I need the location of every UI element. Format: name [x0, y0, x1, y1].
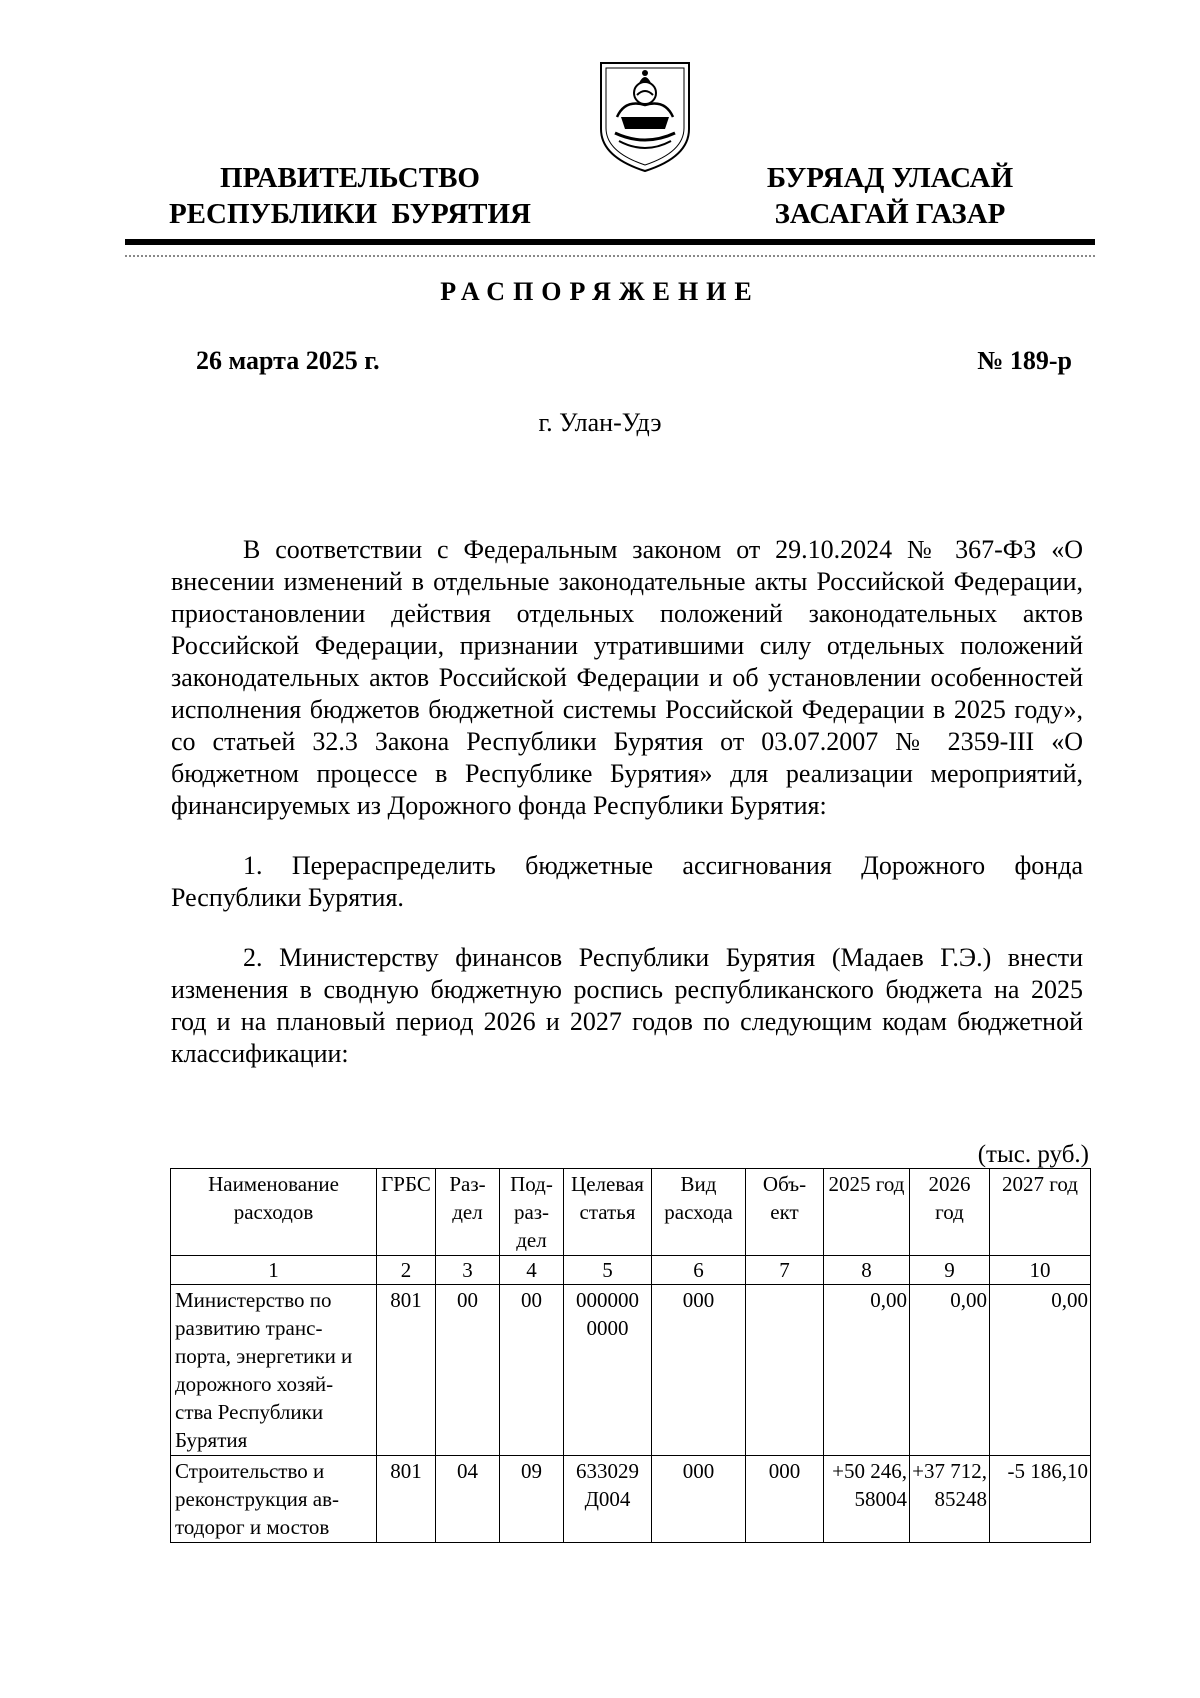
table-cell: +37 712, 85248 — [910, 1456, 990, 1543]
column-number: 2 — [377, 1256, 436, 1285]
column-header: 2025 год — [824, 1169, 910, 1256]
government-name-bua-line1: БУРЯАД УЛАСАЙ — [766, 162, 1014, 194]
column-number: 8 — [824, 1256, 910, 1285]
table-cell: 000 — [746, 1456, 824, 1543]
document-date: 26 марта 2025 г. — [196, 346, 380, 375]
column-header: Наименование расходов — [171, 1169, 377, 1256]
document-type-title: РАСПОРЯЖЕНИЕ — [440, 277, 760, 306]
header-divider-thin — [125, 255, 1095, 257]
column-number: 1 — [171, 1256, 377, 1285]
body-paragraph-item-2: 2. Министерству финансов Республики Бурятия (Мадаев Г.Э.) внести изменения в сводную бюджетную роспись республиканского бюджета на 2025 год и на плановый период 2026 и 2027 годов по следующим кодам бюджетной классификации: — [171, 943, 1083, 1068]
government-name-bua-line2: ЗАСАГАЙ ГАЗАР — [774, 198, 1006, 230]
table-cell: 000000 0000 — [564, 1285, 652, 1456]
table-row — [171, 1285, 1091, 1456]
table-row — [171, 1456, 1091, 1543]
government-name-ru-line2: РЕСПУБЛИКИ БУРЯТИЯ — [168, 198, 532, 230]
table-cell: 633029 Д004 — [564, 1456, 652, 1543]
column-header: Объ- ект — [746, 1169, 824, 1256]
government-name-bua — [745, 160, 1035, 232]
table-units: (тыс. руб.) — [977, 1141, 1089, 1168]
table-cell: 0,00 — [990, 1285, 1091, 1456]
column-number: 5 — [564, 1256, 652, 1285]
government-name-ru-line1: ПРАВИТЕЛЬСТВО — [220, 162, 480, 194]
column-header: Под- раз- дел — [500, 1169, 564, 1256]
table-cell: 09 — [500, 1456, 564, 1543]
table-column-number-row — [171, 1256, 1091, 1285]
table-cell: 000 — [652, 1285, 746, 1456]
government-name-ru — [160, 160, 540, 232]
document-city: г. Улан-Удэ — [538, 408, 662, 437]
column-header: ГРБС — [377, 1169, 436, 1256]
column-number: 10 — [990, 1256, 1091, 1285]
body-paragraph-item-1: 1. Перераспределить бюджетные ассигнования Дорожного фонда Республики Бурятия. — [171, 851, 1083, 912]
table-cell: 0,00 — [910, 1285, 990, 1456]
table-cell: 801 — [377, 1285, 436, 1456]
table-cell: 00 — [500, 1285, 564, 1456]
column-header: Раз- дел — [436, 1169, 500, 1256]
table-cell: 04 — [436, 1456, 500, 1543]
document-number: № 189-р — [977, 346, 1072, 375]
budget-table — [170, 1168, 1091, 1543]
header-divider-thick — [125, 239, 1095, 245]
column-header: Целевая статья — [564, 1169, 652, 1256]
column-number: 6 — [652, 1256, 746, 1285]
document-body — [171, 534, 1083, 1098]
table-cell: -5 186,10 — [990, 1456, 1091, 1543]
column-number: 4 — [500, 1256, 564, 1285]
table-cell: +50 246, 58004 — [824, 1456, 910, 1543]
table-header-row — [171, 1169, 1091, 1256]
table-cell — [746, 1285, 824, 1456]
column-header: 2027 год — [990, 1169, 1091, 1256]
table-cell: 000 — [652, 1456, 746, 1543]
table-cell-name: Министерство по развитию транс- порта, энергетики и дорожного хозяй- ства Республики Бурятия — [171, 1285, 377, 1456]
table-cell: 00 — [436, 1285, 500, 1456]
coat-of-arms-icon — [595, 57, 695, 175]
column-header: Вид расхода — [652, 1169, 746, 1256]
table-cell: 0,00 — [824, 1285, 910, 1456]
table-cell: 801 — [377, 1456, 436, 1543]
table-cell-name: Строительство и реконструкция ав- тодорог и мостов — [171, 1456, 377, 1543]
body-paragraph-preamble: В соответствии с Федеральным законом от 29.10.2024 № 367-ФЗ «О внесении изменений в отдельные законодательные акты Российской Федерации, приостановлении действия отдельных положений законодательных актов Российской Федерации, признании утратившими силу отдельных положений законодательных актов Российской Федерации и об установлении особенностей исполнения бюджетов бюджетной системы Российской Федерации в 2025 году», со статьей 32.3 Закона Республики Бурятия от 03.07.2007 № 2359-III «О бюджетном процессе в Республике Бурятия» для реализации мероприятий, финансируемых из Дорожного фонда Республики Бурятия: — [171, 535, 1083, 820]
column-number: 3 — [436, 1256, 500, 1285]
column-number: 9 — [910, 1256, 990, 1285]
column-number: 7 — [746, 1256, 824, 1285]
column-header: 2026 год — [910, 1169, 990, 1256]
